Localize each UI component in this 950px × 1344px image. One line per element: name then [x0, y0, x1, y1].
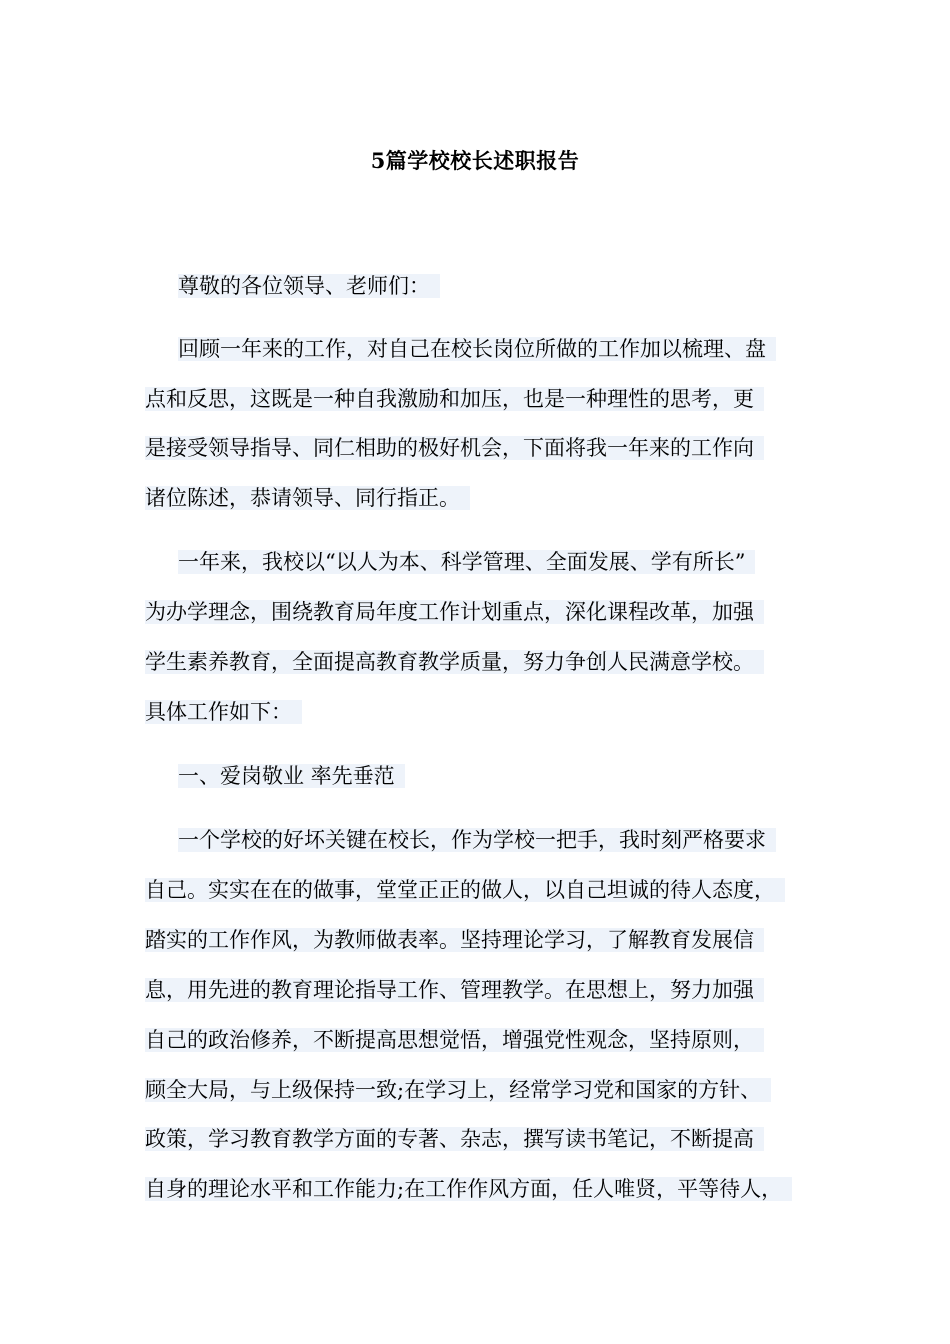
- section-heading-text: 一、爱岗敬业 率先垂范: [178, 764, 405, 788]
- paragraph-text: 具体工作如下：: [145, 700, 302, 724]
- paragraph-line: [145, 1075, 771, 1105]
- paragraph-line: [145, 647, 764, 677]
- paragraph-text: 息，用先进的教育理论指导工作、管理教学。在思想上，努力加强: [145, 978, 764, 1002]
- paragraph-line: [145, 384, 764, 414]
- paragraph-line: [178, 825, 776, 855]
- section-heading: [178, 761, 405, 791]
- paragraph-text: 一年来，我校以“以人为本、科学管理、全面发展、学有所长”: [178, 550, 755, 574]
- paragraph-line: [145, 483, 470, 513]
- paragraph-line: [145, 1025, 764, 1055]
- paragraph-text: 诸位陈述，恭请领导、同行指正。: [145, 486, 470, 510]
- paragraph-text: 回顾一年来的工作，对自己在校长岗位所做的工作加以梳理、盘: [178, 337, 776, 361]
- paragraph-text: 是接受领导指导、同仁相助的极好机会，下面将我一年来的工作向: [145, 436, 764, 460]
- paragraph-line: [178, 547, 755, 577]
- paragraph-line: [145, 433, 764, 463]
- paragraph-text: 自己。实实在在的做事，堂堂正正的做人，以自己坦诚的待人态度，: [145, 878, 785, 902]
- paragraph-text: 为办学理念，围绕教育局年度工作计划重点，深化课程改革，加强: [145, 600, 764, 624]
- paragraph-text: 顾全大局，与上级保持一致;在学习上，经常学习党和国家的方针、: [145, 1078, 771, 1102]
- paragraph-line: [145, 975, 764, 1005]
- paragraph-text: 踏实的工作作风，为教师做表率。坚持理论学习，了解教育发展信: [145, 928, 764, 952]
- paragraph-text: 自身的理论水平和工作能力;在工作作风方面，任人唯贤，平等待人，: [145, 1177, 792, 1201]
- paragraph-line: [145, 1174, 792, 1204]
- paragraph-text: 点和反思，这既是一种自我激励和加压，也是一种理性的思考，更: [145, 387, 764, 411]
- document-title: 5篇学校校长述职报告: [370, 148, 580, 173]
- paragraph-line: [145, 697, 302, 727]
- paragraph-line: [145, 1124, 764, 1154]
- paragraph-line: [145, 925, 764, 955]
- paragraph-text: 学生素养教育，全面提高教育教学质量，努力争创人民满意学校。: [145, 650, 764, 674]
- paragraph-text: 一个学校的好坏关键在校长，作为学校一把手，我时刻严格要求: [178, 828, 776, 852]
- paragraph-line: [145, 875, 785, 905]
- paragraph-line: [178, 334, 776, 364]
- salutation-text: 尊敬的各位领导、老师们：: [178, 274, 440, 298]
- salutation: [178, 271, 440, 301]
- paragraph-line: [145, 597, 764, 627]
- paragraph-text: 自己的政治修养，不断提高思想觉悟，增强党性观念，坚持原则，: [145, 1028, 764, 1052]
- paragraph-text: 政策，学习教育教学方面的专著、杂志，撰写读书笔记，不断提高: [145, 1127, 764, 1151]
